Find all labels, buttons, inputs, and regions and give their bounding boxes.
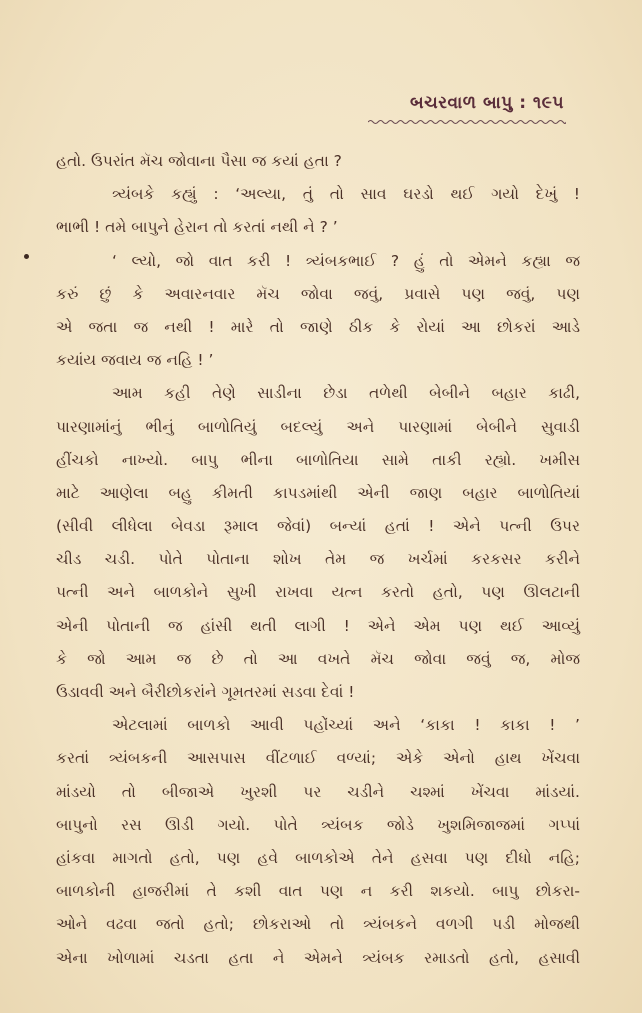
text-line: પારણામાંનું ભીનું બાળોતિયું બદલ્યું અને પારણામાં બેબીને સુવાડી <box>56 417 580 436</box>
paragraph-3 <box>56 245 580 378</box>
body-text <box>56 145 580 975</box>
text-line: (સીવી લીધેલા બેવડા રૂમાલ જેવાં) બન્યાં હતાં ! એને પત્ની ઉપર <box>56 517 580 536</box>
text-line: કરતાં ત્ર્યંબકની આસપાસ વીંટળાઈ વળ્યાં; એકે એનો હાથ ખેંચવા <box>56 749 580 768</box>
text-line: ભાભી ! તમે બાપુને હેરાન તો કરતાં નથી ને ? ’ <box>56 218 338 237</box>
text-line: બાળકોની હાજરીમાં તે કશી વાત પણ ન કરી શકયો. બાપુ છોકરા- <box>56 882 580 901</box>
text-line: કરું છું કે અવારનવાર મૅચ જોવા જવું, પ્રવાસે પણ જવું, પણ <box>56 284 580 303</box>
text-line: કે જો આમ જ છે તો આ વખતે મૅચ જોવા જવું જ, મોજ <box>56 649 580 668</box>
text-line: પત્ની અને બાળકોને સુખી રાખવા યત્ન કરતો હતો, પણ ઊલટાની <box>56 583 580 602</box>
margin-mark <box>24 254 29 259</box>
text-line: એની પોતાની જ હાંસી થતી લાગી ! એને એમ પણ થઈ આવ્યું <box>56 616 580 635</box>
decorative-wavy-rule <box>368 119 566 125</box>
text-line: ઉડાવવી અને બૈરીછોકરાંને ગૂમતરમાં સડવા દેવાં ! <box>56 683 355 701</box>
text-line: આમ કહી તેણે સાડીના છેડા તળેથી બેબીને બહાર કાઢી, <box>112 384 580 403</box>
paragraph-2 <box>56 178 580 244</box>
paragraph-1 <box>56 145 580 178</box>
text-line: માટે આણેલા બહુ કીમતી કાપડમાંથી એની જાણ બહાર બાળોતિયાં <box>56 483 580 502</box>
text-line: એના ખોળામાં ચડતા હતા ને એમને ત્ર્યંબક રમાડતો હતો, હસાવી <box>56 948 580 967</box>
text-line: બાપુનો રસ ઊડી ગયો. પોતે ત્ર્યંબક જોડે ખુશમિજાજમાં ગપ્પાં <box>56 815 580 834</box>
text-line: હીંચકો નાખ્યો. બાપુ ભીના બાળોતિયા સામે તાકી રહ્યો. ખમીસ <box>56 450 580 469</box>
text-line: કયાંય જવાય જ નહિ ! ’ <box>56 351 214 370</box>
text-line: ચીડ ચડી. પોતે પોતાના શોખ તેમ જ ખર્ચમાં કરકસર કરીને <box>56 550 580 569</box>
text-line: એટલામાં બાળકો આવી પહોંચ્યાં અને ‘કાકા ! કાકા ! ’ <box>112 716 580 735</box>
text-line: હતો. ઉપરાંત મૅચ જોવાના પૈસા જ કયાં હતા ? <box>56 152 342 170</box>
text-line: હાંકવા માગતો હતો, પણ હવે બાળકોએ તેને હસવા પણ દીધો નહિ; <box>56 848 580 867</box>
paragraph-4 <box>56 377 580 709</box>
text-line: ત્ર્યંબકે કહ્યું : ‘અલ્યા, તું તો સાવ ઘરડો થઈ ગયો દેખું ! <box>112 185 580 204</box>
text-line: ‘ લ્યો, જો વાત કરી ! ત્ર્યંબકભાઈ ? હું તો એમને કહ્યા જ <box>112 251 580 270</box>
text-line: માંડયો તો બીજાએ ખુરશી પર ચડીને ચશ્માં ખેંચવા માંડયાં. <box>56 782 580 801</box>
running-head: બચરવાળ બાપુ : ૧૯૫ <box>409 93 564 113</box>
paragraph-5 <box>56 709 580 975</box>
text-line: એ જતા જ નથી ! મારે તો જાણે ઠીક કે રોયાં આ છોકરાં આડે <box>56 317 580 336</box>
text-line: ઓને વઢવા જતો હતો; છોકરાઓ તો ત્ર્યંબકને વળગી પડી મોજથી <box>56 915 580 934</box>
